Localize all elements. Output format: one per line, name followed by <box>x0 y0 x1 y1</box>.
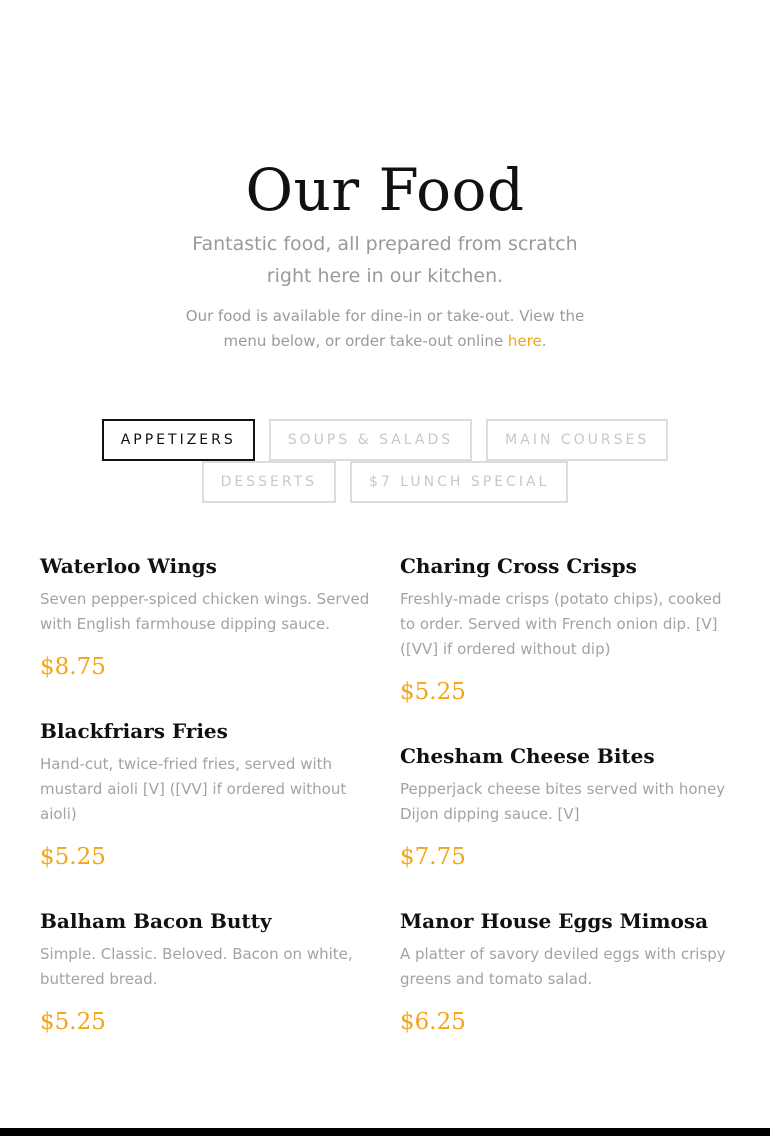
tab-desserts[interactable]: DESSERTS <box>202 461 336 503</box>
menu-item <box>40 905 370 1038</box>
page-title: Our Food <box>245 156 525 224</box>
menu-item-name: Chesham Cheese Bites <box>400 744 655 768</box>
menu-column-right <box>400 550 730 1070</box>
tab-appetizers[interactable]: APPETIZERS <box>102 419 255 461</box>
intro-body: Our food is available for dine-in or take-out. View the menu below, or order take-out online <box>185 307 585 350</box>
menu-item-description: Freshly-made crisps (potato chips), cooked to order. Served with French onion dip. [V] ([VV] if ordered without dip) <box>400 590 722 658</box>
menu-column-left <box>40 550 370 1070</box>
menu-item-description: Hand-cut, twice-fried fries, served with mustard aioli [V] ([VV] if ordered without aioli) <box>40 755 347 823</box>
tab-main-courses[interactable]: MAIN COURSES <box>486 419 668 461</box>
menu-item <box>400 905 730 1038</box>
menu-item-description: A platter of savory deviled eggs with crispy greens and tomato salad. <box>400 945 726 988</box>
menu-item-description: Seven pepper-spiced chicken wings. Served with English farmhouse dipping sauce. <box>40 590 370 633</box>
menu-item-price: $6.25 <box>400 1009 466 1035</box>
tab-row-1 <box>0 419 770 461</box>
menu-item-description: Simple. Classic. Beloved. Bacon on white, buttered bread. <box>40 945 353 988</box>
menu-item-price: $5.25 <box>400 679 466 705</box>
menu-items <box>40 550 730 1070</box>
menu-item <box>400 550 730 708</box>
tab-lunch-special[interactable]: $7 LUNCH SPECIAL <box>350 461 568 503</box>
page-header <box>0 156 770 354</box>
menu-item-price: $7.75 <box>400 844 466 870</box>
menu-item-price: $5.25 <box>40 1009 106 1035</box>
menu-item <box>40 550 370 683</box>
menu-item-price: $5.25 <box>40 844 106 870</box>
order-online-link[interactable]: here <box>507 332 542 350</box>
footer-bar <box>0 1128 770 1136</box>
menu-item <box>40 715 370 873</box>
menu-item-name: Waterloo Wings <box>40 554 217 578</box>
menu-category-tabs <box>0 419 770 503</box>
intro-end: . <box>541 332 547 350</box>
menu-item-price: $8.75 <box>40 654 106 680</box>
intro-text <box>175 304 595 354</box>
menu-item-name: Blackfriars Fries <box>40 719 228 743</box>
menu-item-name: Manor House Eggs Mimosa <box>400 909 709 933</box>
menu-item-description: Pepperjack cheese bites served with honey Dijon dipping sauce. [V] <box>400 780 726 823</box>
tab-row-2 <box>0 461 770 503</box>
tab-soups-salads[interactable]: SOUPS & SALADS <box>269 419 472 461</box>
menu-item-name: Balham Bacon Butty <box>40 909 272 933</box>
menu-item-name: Charing Cross Crisps <box>400 554 637 578</box>
menu-item <box>400 740 730 873</box>
page-subtitle: Fantastic food, all prepared from scratch right here in our kitchen. <box>192 233 578 287</box>
